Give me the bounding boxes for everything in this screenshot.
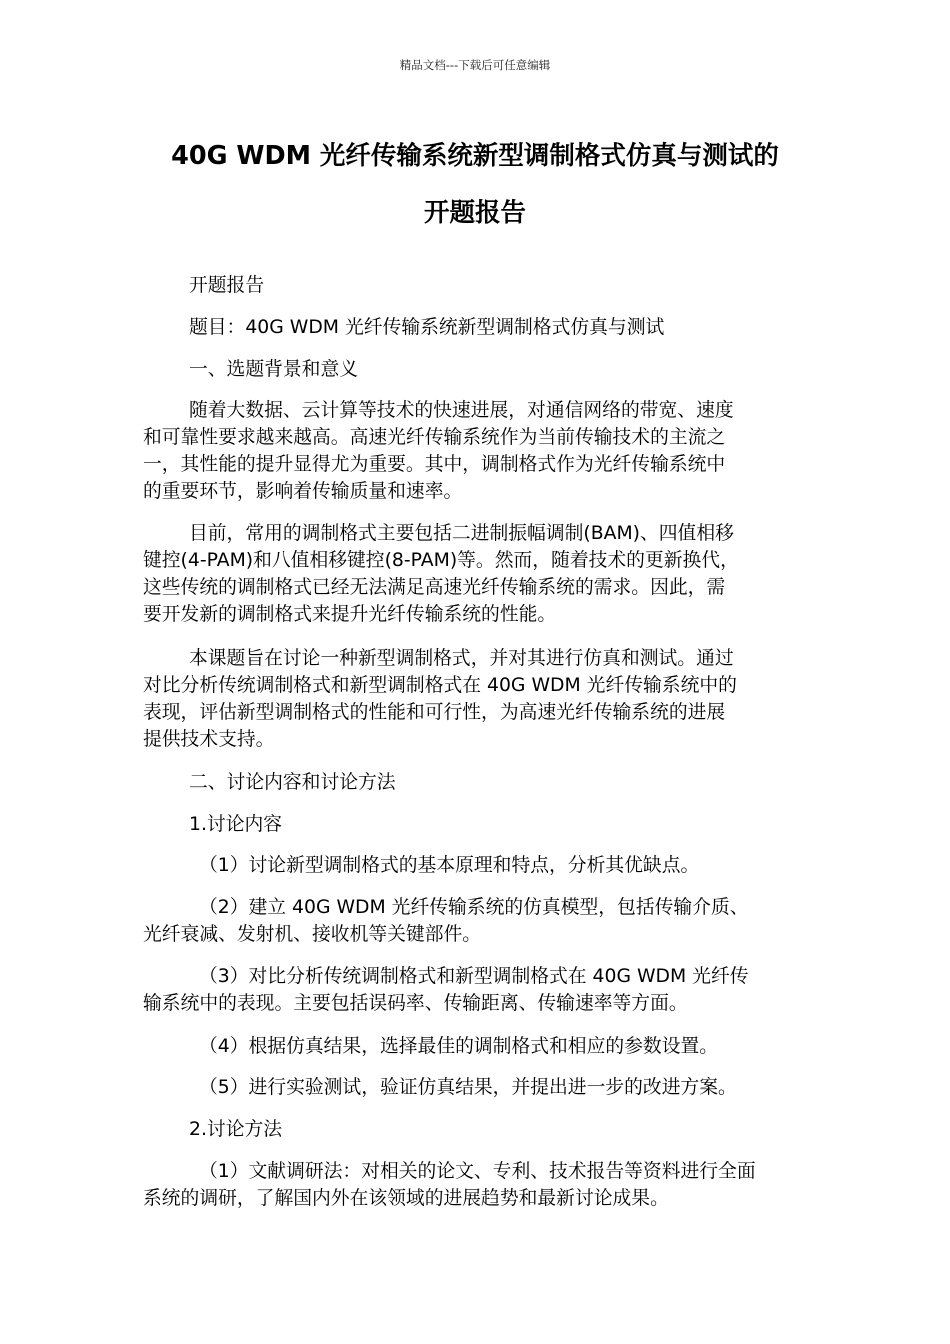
paragraph-background-3: 本课题旨在讨论一种新型调制格式，并对其进行仿真和测试。通过 对比分析传统调制格式和新型调制格式在 40G WDM 光纤传输系统中的 表现，评估新型调制格式的性能和可行性，为高速光纤传输系统的进展 提供技术支持。 bbox=[143, 648, 737, 750]
research-item-2: （2）建立 40G WDM 光纤传输系统的仿真模型，包括传输介质、 光纤衰减、发射机、接收机等关键部件。 bbox=[143, 897, 749, 945]
document-title-line-1: 40G WDM 光纤传输系统新型调制格式仿真与测试的 bbox=[171, 141, 779, 171]
research-item-4: （4）根据仿真结果，选择最佳的调制格式和相应的参数设置。 bbox=[199, 1036, 719, 1057]
research-item-1: （1）讨论新型调制格式的基本原理和特点，分析其优缺点。 bbox=[199, 855, 700, 876]
method-item-1: （1）文献调研法：对相关的论文、专利、技术报告等资料进行全面 系统的调研，了解国内外在该领域的进展趋势和最新讨论成果。 bbox=[143, 1161, 756, 1209]
subsection-1-title: 1.讨论内容 bbox=[189, 814, 283, 835]
report-heading: 开题报告 bbox=[189, 275, 265, 296]
page-header-note: 精品文档---下载后可任意编辑 bbox=[399, 58, 551, 72]
research-item-3: （3）对比分析传统调制格式和新型调制格式在 40G WDM 光纤传 输系统中的表现。主要包括误码率、传输距离、传输速率等方面。 bbox=[143, 966, 749, 1014]
section-1-title: 一、选题背景和意义 bbox=[189, 359, 359, 380]
research-item-5: （5）进行实验测试，验证仿真结果，并提出进一步的改进方案。 bbox=[199, 1077, 737, 1098]
paragraph-background-2: 目前，常用的调制格式主要包括二进制振幅调制(BAM)、四值相移 键控(4-PAM)和八值相移键控(8-PAM)等。然而，随着技术的更新换代， 这些传统的调制格式已经无法满足高速光纤传输系统的需求。因此，需 要开发新的调制格式来提升光纤传输系统的性能。 bbox=[143, 523, 739, 625]
paragraph-background-1: 随着大数据、云计算等技术的快速进展，对通信网络的带宽、速度 和可靠性要求越来越高。高速光纤传输系统作为当前传输技术的主流之 一，其性能的提升显得尤为重要。其中，调制格式作为光纤传输系统中 的重要环节，影响着传输质量和速率。 bbox=[143, 400, 734, 502]
topic-line: 题目：40G WDM 光纤传输系统新型调制格式仿真与测试 bbox=[189, 317, 665, 338]
section-2-title: 二、讨论内容和讨论方法 bbox=[189, 772, 396, 793]
subsection-2-title: 2.讨论方法 bbox=[189, 1119, 283, 1140]
document-title-line-2: 开题报告 bbox=[423, 198, 526, 228]
